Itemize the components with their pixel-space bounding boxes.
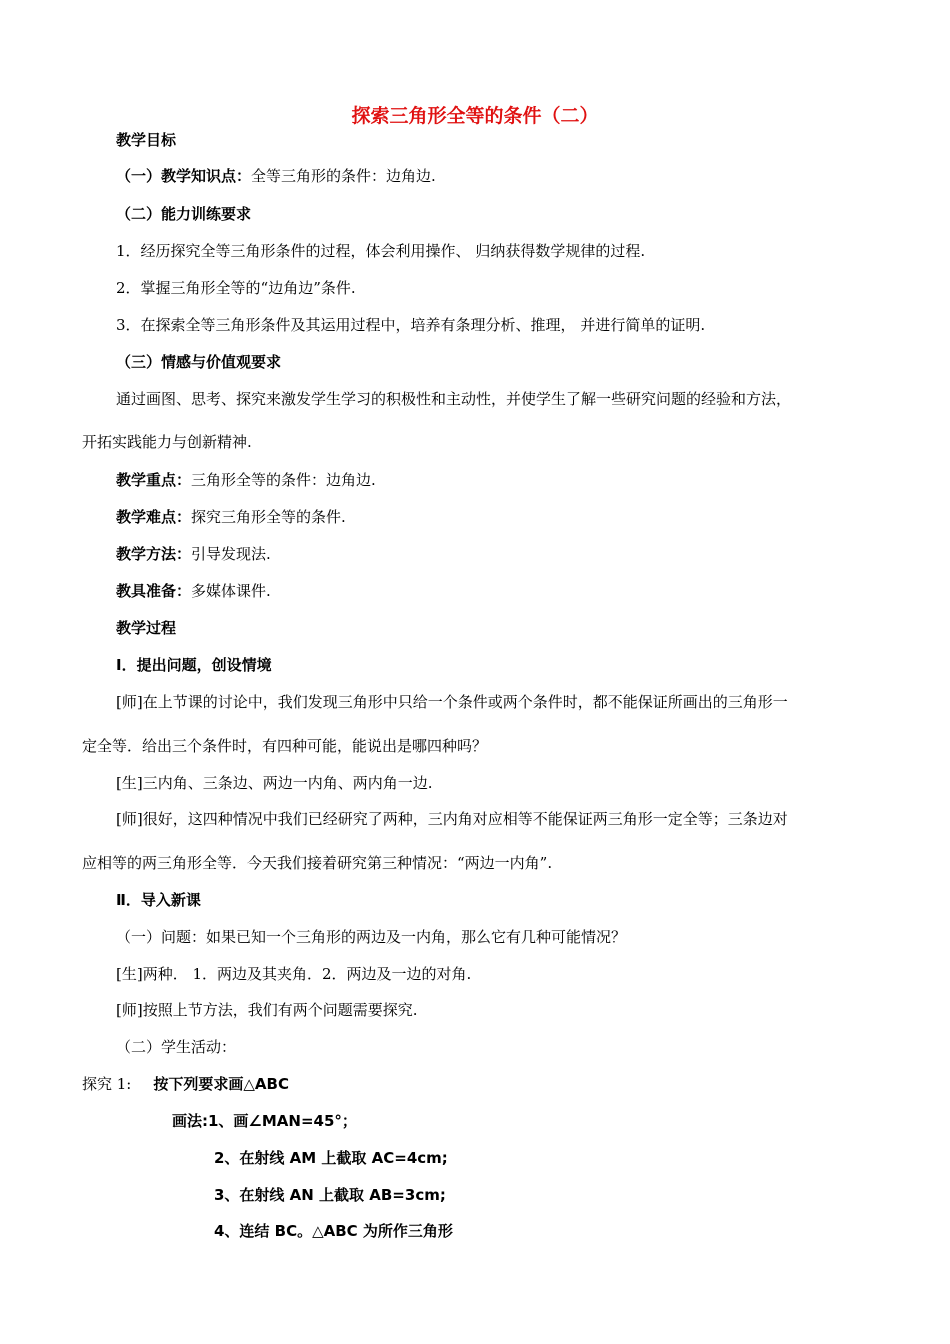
method-label: 教学方法： xyxy=(116,545,192,563)
teacher-remark-2-line1: [师]很好，这四种情况中我们已经研究了两种，三内角对应相等不能保证两三角形一定全等；三条边对 xyxy=(116,810,788,828)
tools-text: 多媒体课件. xyxy=(191,582,271,600)
ability-item: 1．经历探究全等三角形条件的过程，体会利用操作、 归纳获得数学规律的过程. xyxy=(116,242,646,260)
student-answer-1: [生]三内角、三条边、两边一内角、两内角一边. xyxy=(116,774,433,792)
teacher-remark-2-line2: 应相等的两三角形全等．今天我们接着研究第三种情况：“两边一内角”. xyxy=(82,854,553,872)
teacher-remark-1-line2: 定全等．给出三个条件时，有四种可能，能说出是哪四种吗？ xyxy=(82,737,488,755)
emotion-paragraph-line2: 开拓实践能力与创新精神. xyxy=(82,433,252,451)
section2-heading: Ⅱ．导入新课 xyxy=(116,891,201,909)
knowledge-point xyxy=(116,166,436,186)
ability-item: 2．掌握三角形全等的“边角边”条件. xyxy=(116,279,356,297)
emotion-heading: （三）情感与价值观要求 xyxy=(116,353,282,371)
document-title: 探索三角形全等的条件（二） xyxy=(351,105,599,127)
knowledge-text: 全等三角形的条件：边角边. xyxy=(251,167,436,185)
student-activity: （二）学生活动： xyxy=(116,1038,237,1056)
key-points xyxy=(116,470,376,490)
explore-text: 按下列要求画△ABC xyxy=(153,1075,289,1093)
process-heading: 教学过程 xyxy=(116,619,177,637)
drawing-step: 画法:1、画∠MAN=45°； xyxy=(172,1112,357,1130)
key-points-text: 三角形全等的条件：边角边. xyxy=(191,471,376,489)
key-points-label: 教学重点： xyxy=(116,471,192,489)
explore-1 xyxy=(82,1074,289,1094)
explore-label: 探究 1: xyxy=(82,1075,132,1093)
method xyxy=(116,544,271,564)
difficulty-label: 教学难点： xyxy=(116,508,192,526)
drawing-step: 4、连结 BC。△ABC 为所作三角形 xyxy=(214,1222,453,1240)
difficulty-text: 探究三角形全等的条件. xyxy=(191,508,346,526)
tools-label: 教具准备： xyxy=(116,582,192,600)
drawing-step: 3、在射线 AN 上截取 AB=3cm; xyxy=(214,1186,446,1204)
drawing-step: 2、在射线 AM 上截取 AC=4cm; xyxy=(214,1149,448,1167)
section1-heading: Ⅰ．提出问题，创设情境 xyxy=(116,656,272,674)
student-answer-2: [生]两种． 1．两边及其夹角．2．两边及一边的对角. xyxy=(116,965,472,983)
method-text: 引导发现法. xyxy=(191,545,271,563)
teacher-remark-3: [师]按照上节方法，我们有两个问题需要探究. xyxy=(116,1001,418,1019)
ability-item: 3．在探索全等三角形条件及其运用过程中，培养有条理分析、推理， 并进行简单的证明. xyxy=(116,316,706,334)
question: （一）问题：如果已知一个三角形的两边及一内角，那么它有几种可能情况？ xyxy=(116,928,627,946)
difficulty xyxy=(116,507,346,527)
objectives-heading: 教学目标 xyxy=(116,131,177,149)
ability-heading: （二）能力训练要求 xyxy=(116,205,252,223)
emotion-paragraph-line1: 通过画图、思考、探究来激发学生学习的积极性和主动性，并使学生了解一些研究问题的经验和方法， xyxy=(116,390,792,408)
tools xyxy=(116,581,271,601)
teacher-remark-1-line1: [师]在上节课的讨论中，我们发现三角形中只给一个条件或两个条件时，都不能保证所画出的三角形一 xyxy=(116,693,788,711)
knowledge-label: （一）教学知识点： xyxy=(116,167,252,185)
